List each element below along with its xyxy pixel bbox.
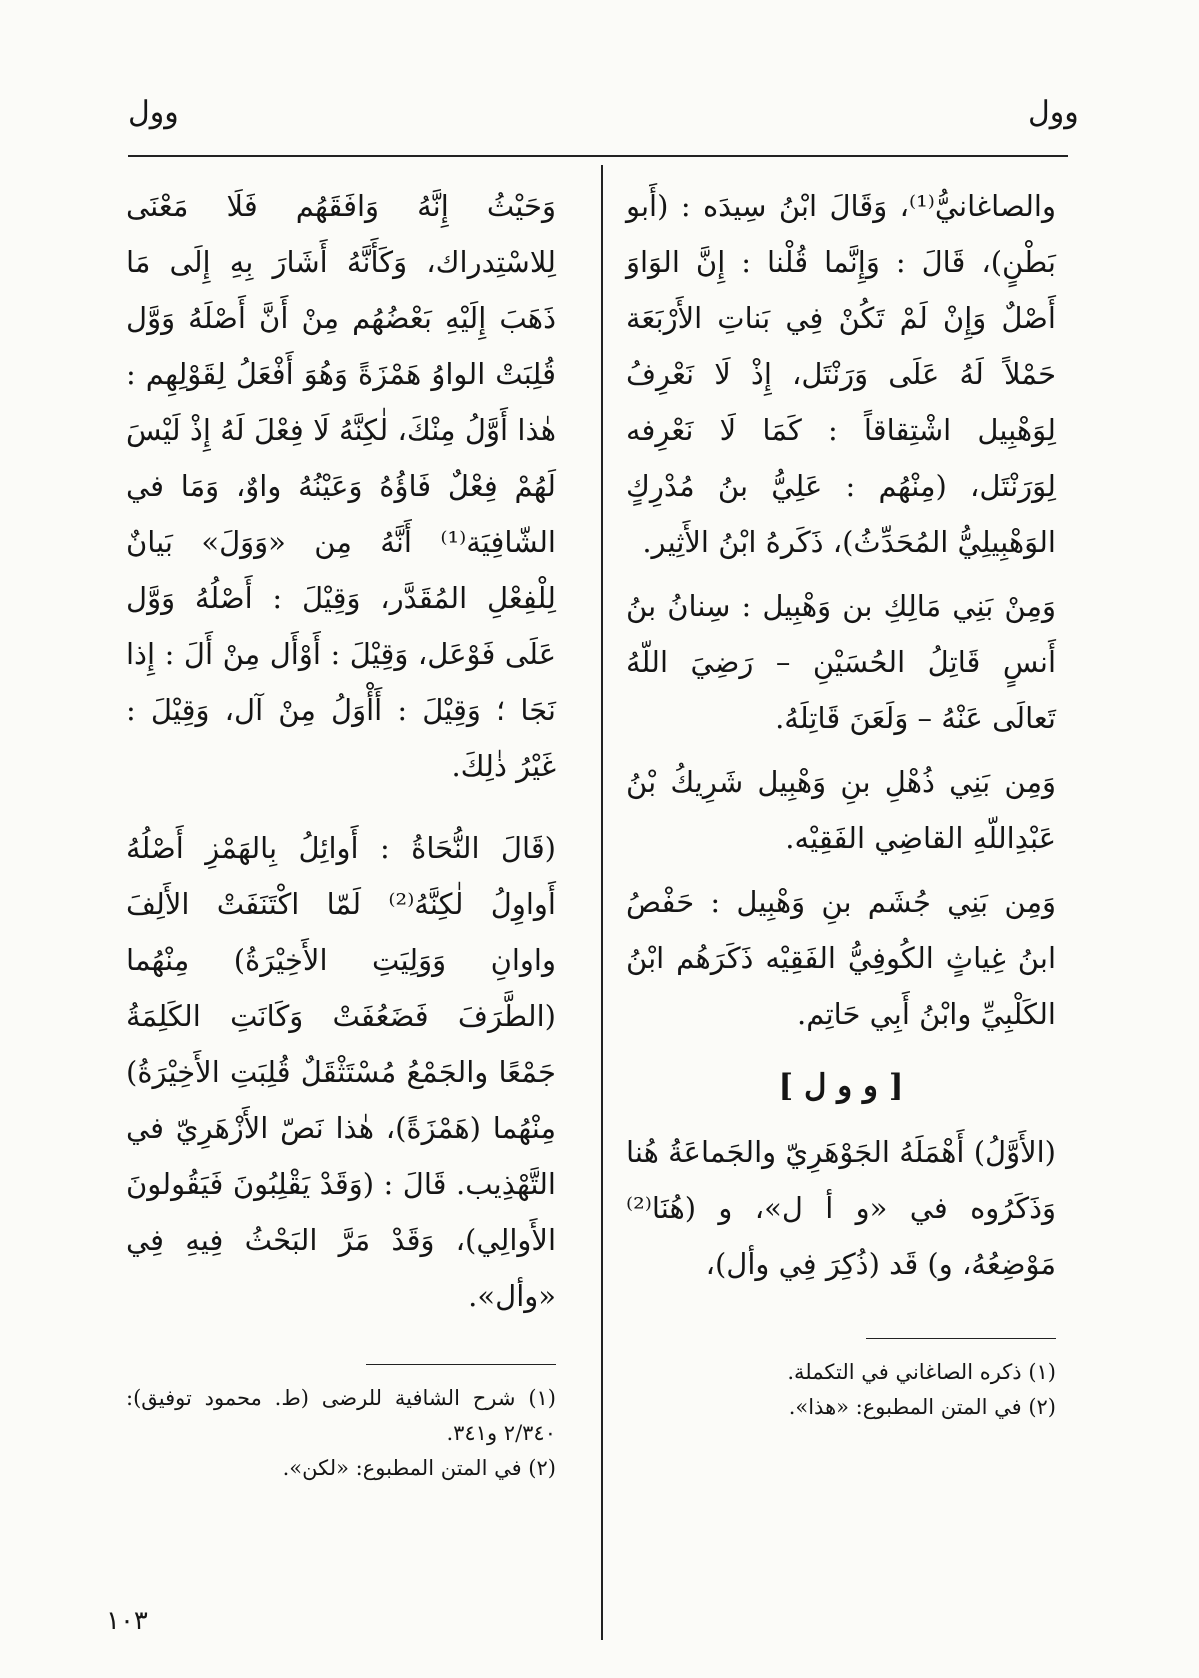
page-number: ١٠٣ (106, 1606, 148, 1636)
footnotes-right (626, 1355, 1056, 1425)
footnote-separator-left (366, 1364, 556, 1365)
left-paragraph-2: (قَالَ النُّحَاةُ : أَوائِلُ بِالهَمْزِ أَصْلُهُ أَواوِلُ لٰكِنَّهُ⁽²⁾ لَمّا اكْتَنَفَتْ الأَلِفَ واوانِ وَوَلِيَتِ الأَخِيْرَةُ) مِنْهُما (الطَّرَفَ فَضَعُفَتْ وَكَانَتِ الكَلِمَةُ جَمْعًا والجَمْعُ مُسْتَثْقَلٌ قُلِبَتِ الأَخِيْرَةُ) مِنْهُما (هَمْزَةً)، هٰذا نَصّ الأَزْهَرِيّ في التَّهْذِيب. قَالَ : (وَقَدْ يَقْلِبُونَ فَيَقُولونَ الأَوالِي)، وَقَدْ مَرَّ البَحْثُ فِيهِ فِي «وأل». (126, 831, 556, 1313)
running-head-left: وول (128, 95, 179, 130)
footnote-right-1: (١) ذكره الصاغاني في التكملة. (787, 1360, 1056, 1384)
running-head-right: وول (1028, 95, 1079, 130)
right-column (626, 178, 1056, 1425)
column-divider (601, 165, 603, 1640)
footnotes-left (126, 1381, 556, 1486)
right-paragraph-2: وَمِنْ بَنِي مَالِكِ بن وَهْبِيل : سِنانُ بنُ أَنسٍ قَاتِلُ الحُسَيْنِ – رَضِيَ اللّهُ تَعالَى عَنْهُ – وَلَعَنَ قَاتِلَهُ. (626, 589, 1056, 735)
left-column (126, 178, 556, 1486)
footnote-separator-right (866, 1338, 1056, 1339)
footnote-left-1: (١) شرح الشافية للرضى (ط. محمود توفيق): ٢/٣٤٠ و٣٤١. (126, 1386, 556, 1445)
footnote-right-2: (٢) في المتن المطبوع: «هذا». (788, 1395, 1056, 1419)
entry-heading: [ و و ل ] (778, 1068, 904, 1104)
footnote-left-2: (٢) في المتن المطبوع: «لكن». (282, 1456, 556, 1480)
right-paragraph-1: والصاغانيُّ⁽¹⁾، وَقَالَ ابْنُ سِيدَه : (أَبو بَطْنٍ)، قَالَ : وَإِنَّما قُلْنا : إِنَّ الوَاوَ أَصْلٌ وَإِنْ لَمْ تَكُنْ فِي بَناتِ الأَرْبَعَة حَمْلاً لَهُ عَلَى وَرَنْتَل، إِذْ لَا نَعْرِفُ لِوَهْبِيل اشْتِقاقاً : كَمَا لَا نَعْرِفه لِوَرَنْتَل، (مِنْهُم : عَلِيُّ بنُ مُدْرِكٍ الوَهْبِيلِيُّ المُحَدِّثُ)، ذَكَرهُ ابْنُ الأَثِير. (626, 189, 1056, 559)
header-rule (128, 155, 1068, 157)
left-paragraph-1: وَحَيْثُ إِنَّهُ وَافَقَهُم فَلَا مَعْنَى لِلاسْتِدراك، وَكَأَنَّهُ أَشَارَ بِهِ إِلَى مَا ذَهَبَ إِلَيْهِ بَعْضُهُم مِنْ أَنَّ أَصْلَهُ وَوَّل قُلِبَتْ الواوُ هَمْزَةً وَهُوَ أَفْعَلُ لِقَوْلِهِم : هٰذا أَوَّلُ مِنْكَ، لٰكِنَّهُ لَا فِعْلَ لَهُ إِذْ لَيْسَ لَهُمْ فِعْلٌ فَاؤُهُ وَعَيْنُهُ واوٌ، وَمَا في الشّافِيَة⁽¹⁾ أَنَّهُ مِن «وَوَلَ» بَيانٌ لِلْفِعْلِ المُقَدَّر، وَقِيْلَ : أَصْلُهُ وَوَّل عَلَى فَوْعَل، وَقِيْلَ : أَوْأَل مِنْ أَلَ : إِذا نَجَا ؛ وَقِيْلَ : أَأْوَلُ مِنْ آل، وَقِيْلَ : غَيْرُ ذٰلِكَ. (126, 189, 556, 783)
right-paragraph-3: وَمِن بَنِي ذُهْلِ بنِ وَهْبِيل شَرِيكُ بْنُ عَبْدِاللّهِ القاضِي الفَقِيْه. (626, 765, 1056, 855)
right-paragraph-4: وَمِن بَنِي جُشَم بنِ وَهْبِيل : حَفْصُ ابنُ غِياثٍ الكُوفِيُّ الفَقِيْه ذَكَرَهُم ابْنُ الكَلْبِيِّ وابْنُ أَبِي حَاتِم. (626, 885, 1056, 1031)
entry-paragraph: (الأَوَّلُ) أَهْمَلَهُ الجَوْهَرِيّ والجَماعَةُ هُنا وَذَكَرُوه في «و أ ل»، و (هُنَا⁽²⁾ مَوْضِعُهُ، و) قَد (ذُكِرَ فِي وأل)، (626, 1135, 1056, 1281)
